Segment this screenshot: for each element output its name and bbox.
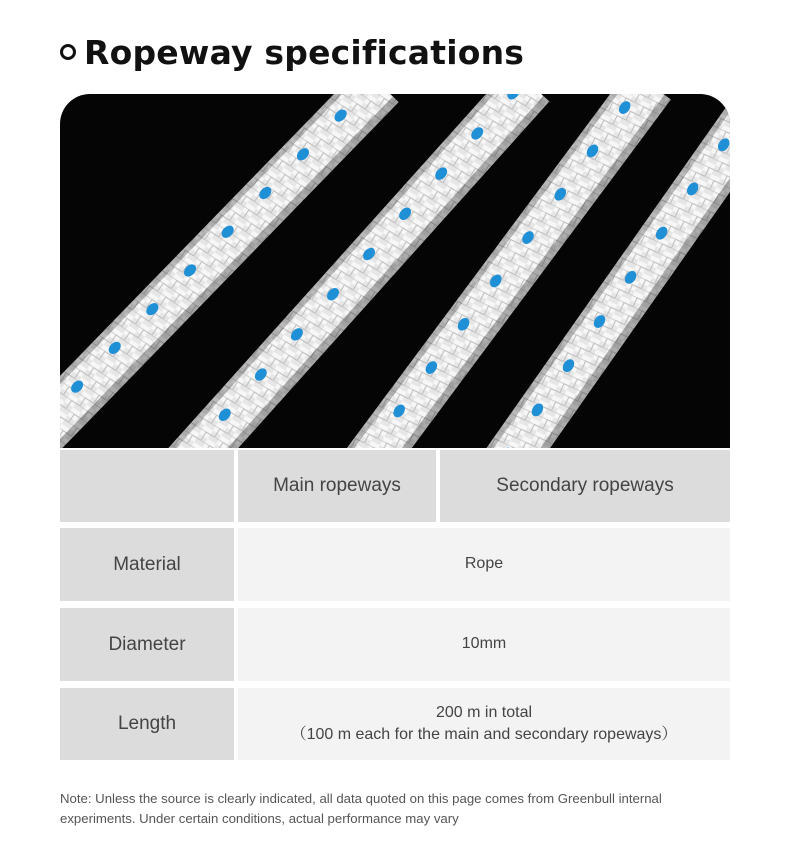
footnote: Note: Unless the source is clearly indicated, all data quoted on this page comes from Greenbull internal experiments. Under certain conditions, actual performance may vary	[60, 791, 662, 826]
table-row	[60, 688, 730, 760]
value-line: 10mm	[461, 635, 507, 653]
table-row	[60, 528, 730, 601]
rope-photo	[60, 94, 730, 448]
header-cell-main: Main ropeways	[238, 450, 436, 522]
row-label-material: Material	[60, 528, 234, 601]
row-label-length: Length	[60, 688, 234, 760]
page-title: Ropeway specifications	[84, 32, 525, 72]
value-line: Rope	[464, 555, 504, 573]
row-value-diameter	[238, 608, 730, 681]
table-row	[60, 608, 730, 681]
header-cell-empty	[60, 450, 234, 522]
row-value-length	[238, 688, 730, 760]
rope-illustration	[60, 94, 730, 448]
circle-bullet-icon	[60, 44, 76, 60]
page-header	[60, 30, 524, 74]
header-cell-secondary: Secondary ropeways	[440, 450, 730, 522]
row-value-material	[238, 528, 730, 601]
value-line: 200 m in total	[435, 703, 533, 721]
value-line: （100 m each for the main and secondary ropeways）	[290, 726, 678, 743]
row-label-diameter: Diameter	[60, 608, 234, 681]
table-header-row	[60, 450, 730, 522]
